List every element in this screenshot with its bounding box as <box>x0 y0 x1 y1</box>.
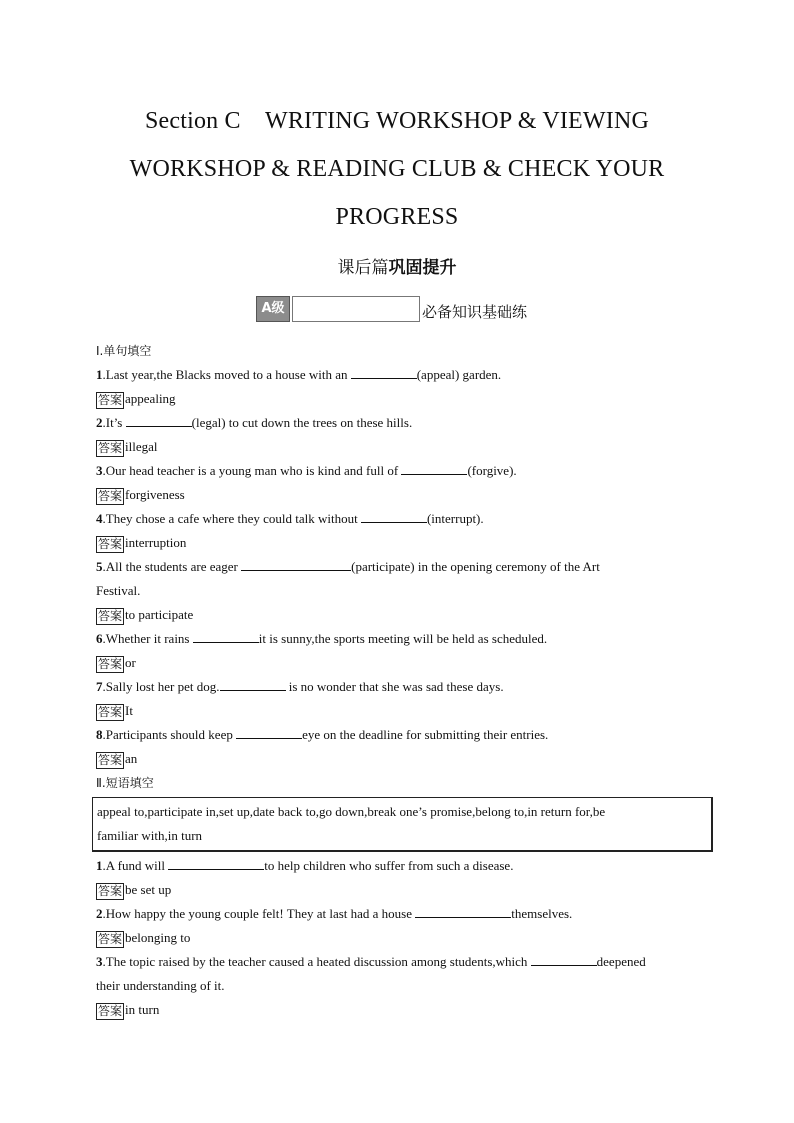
answer-badge: 答案 <box>98 752 123 767</box>
answer-row <box>96 387 716 411</box>
answer-badge: 答案 <box>98 608 123 623</box>
answer-row <box>96 998 716 1022</box>
question-text-after: it is sunny,the sports meeting will be held as scheduled. <box>258 631 548 646</box>
question-row <box>96 507 716 531</box>
question-text-before: .It’s <box>102 415 126 430</box>
answer-row <box>96 531 716 555</box>
question-text-after: (legal) to cut down the trees on these hills. <box>191 415 413 430</box>
phrase-bank-line-2: familiar with,in turn <box>97 828 203 843</box>
answer-row <box>96 483 716 507</box>
level-blank-box <box>292 296 420 322</box>
answer-row <box>96 651 716 675</box>
answer-text: belonging to <box>125 930 191 945</box>
phrase-bank-box <box>92 797 713 852</box>
answer-badge: 答案 <box>98 536 123 551</box>
phrase-bank-line-1: appeal to,participate in,set up,date back to,go down,break one’s promise,belong to,in return for,be <box>97 804 606 819</box>
title-line-2: WORKSHOP & READING CLUB & CHECK YOUR <box>129 156 665 182</box>
question-row <box>96 675 716 699</box>
question-text-before: .All the students are eager <box>102 559 242 574</box>
answer-row <box>96 926 716 950</box>
question-row <box>96 459 716 483</box>
page-title <box>60 97 734 241</box>
subtitle-normal: 课后篇 <box>337 258 389 278</box>
answer-blank <box>168 856 264 870</box>
question-text-after: (appeal) garden. <box>416 367 502 382</box>
question-row <box>96 363 716 387</box>
answer-blank <box>361 509 427 523</box>
answer-blank <box>351 365 417 379</box>
question-text-after: eye on the deadline for submitting their entries. <box>302 727 549 742</box>
question-text-before: .How happy the young couple felt! They at last had a house <box>102 906 416 921</box>
answer-row <box>96 878 716 902</box>
question-text-before: .Whether it rains <box>102 631 193 646</box>
question-number: 3 <box>96 954 103 969</box>
question-text-before: .A fund will <box>102 858 169 873</box>
answer-text: It <box>125 703 133 718</box>
question-number: 8 <box>96 727 103 742</box>
answer-row <box>96 747 716 771</box>
question-text-before: .Our head teacher is a young man who is kind and full of <box>102 463 402 478</box>
question-text-after: (forgive). <box>467 463 517 478</box>
answer-blank <box>193 629 259 643</box>
question-row <box>96 902 716 926</box>
answer-row <box>96 603 716 627</box>
answer-badge: 答案 <box>98 1003 123 1018</box>
question-row <box>96 555 716 579</box>
answer-blank <box>531 952 597 966</box>
exercise-content <box>96 339 716 1022</box>
subtitle <box>0 253 794 278</box>
answer-text: to participate <box>125 607 194 622</box>
answer-text: illegal <box>125 439 158 454</box>
question-number: 5 <box>96 559 103 574</box>
answer-text: forgiveness <box>125 487 185 502</box>
answer-badge: 答案 <box>98 656 123 671</box>
question-text-after: (participate) in the opening ceremony of the Art <box>351 559 600 574</box>
answer-row <box>96 699 716 723</box>
section-2-heading: Ⅱ.短语填空 <box>96 776 154 790</box>
question-continuation: Festival. <box>96 583 141 598</box>
question-row <box>96 723 716 747</box>
answer-badge: 答案 <box>98 392 123 407</box>
answer-badge: 答案 <box>98 488 123 503</box>
answer-text: appealing <box>125 391 176 406</box>
question-text-after: themselves. <box>511 906 573 921</box>
answer-blank <box>126 413 192 427</box>
question-text-before: .Sally lost her pet dog. <box>102 679 220 694</box>
question-row <box>96 627 716 651</box>
question-number: 2 <box>96 906 103 921</box>
level-heading <box>256 296 527 322</box>
answer-row <box>96 435 716 459</box>
question-text-after: to help children who suffer from such a disease. <box>264 858 514 873</box>
title-line-1: Section C WRITING WORKSHOP & VIEWING <box>144 108 650 134</box>
question-row <box>96 950 716 974</box>
question-number: 4 <box>96 511 103 526</box>
question-text-after: is no wonder that she was sad these days. <box>285 679 504 694</box>
answer-text: in turn <box>125 1002 160 1017</box>
question-text-before: .They chose a cafe where they could talk without <box>102 511 361 526</box>
question-number: 7 <box>96 679 103 694</box>
question-text-after: (interrupt). <box>426 511 484 526</box>
question-row <box>96 854 716 878</box>
answer-text: be set up <box>125 882 172 897</box>
question-number: 6 <box>96 631 103 646</box>
title-line-3: PROGRESS <box>335 204 459 230</box>
question-number: 3 <box>96 463 103 478</box>
question-text-before: .The topic raised by the teacher caused a heated discussion among students,which <box>102 954 531 969</box>
question-number: 1 <box>96 858 103 873</box>
section-1-heading: Ⅰ.单句填空 <box>96 344 152 358</box>
question-text-after: deepened <box>596 954 646 969</box>
question-continuation: their understanding of it. <box>96 978 225 993</box>
answer-text: or <box>125 655 136 670</box>
level-text: 必备知识基础练 <box>422 303 528 321</box>
question-text-before: .Participants should keep <box>102 727 237 742</box>
answer-text: interruption <box>125 535 187 550</box>
answer-blank <box>401 461 467 475</box>
level-badge: A级 <box>256 296 290 322</box>
answer-blank <box>220 677 286 691</box>
answer-badge: 答案 <box>98 440 123 455</box>
answer-blank <box>241 557 351 571</box>
subtitle-bold: 巩固提升 <box>388 258 457 278</box>
question-row <box>96 411 716 435</box>
answer-badge: 答案 <box>98 704 123 719</box>
question-text-before: .Last year,the Blacks moved to a house with an <box>102 367 351 382</box>
answer-text: an <box>125 751 138 766</box>
answer-blank <box>415 904 511 918</box>
question-number: 2 <box>96 415 103 430</box>
answer-badge: 答案 <box>98 931 123 946</box>
answer-badge: 答案 <box>98 883 123 898</box>
answer-blank <box>236 725 302 739</box>
question-number: 1 <box>96 367 103 382</box>
